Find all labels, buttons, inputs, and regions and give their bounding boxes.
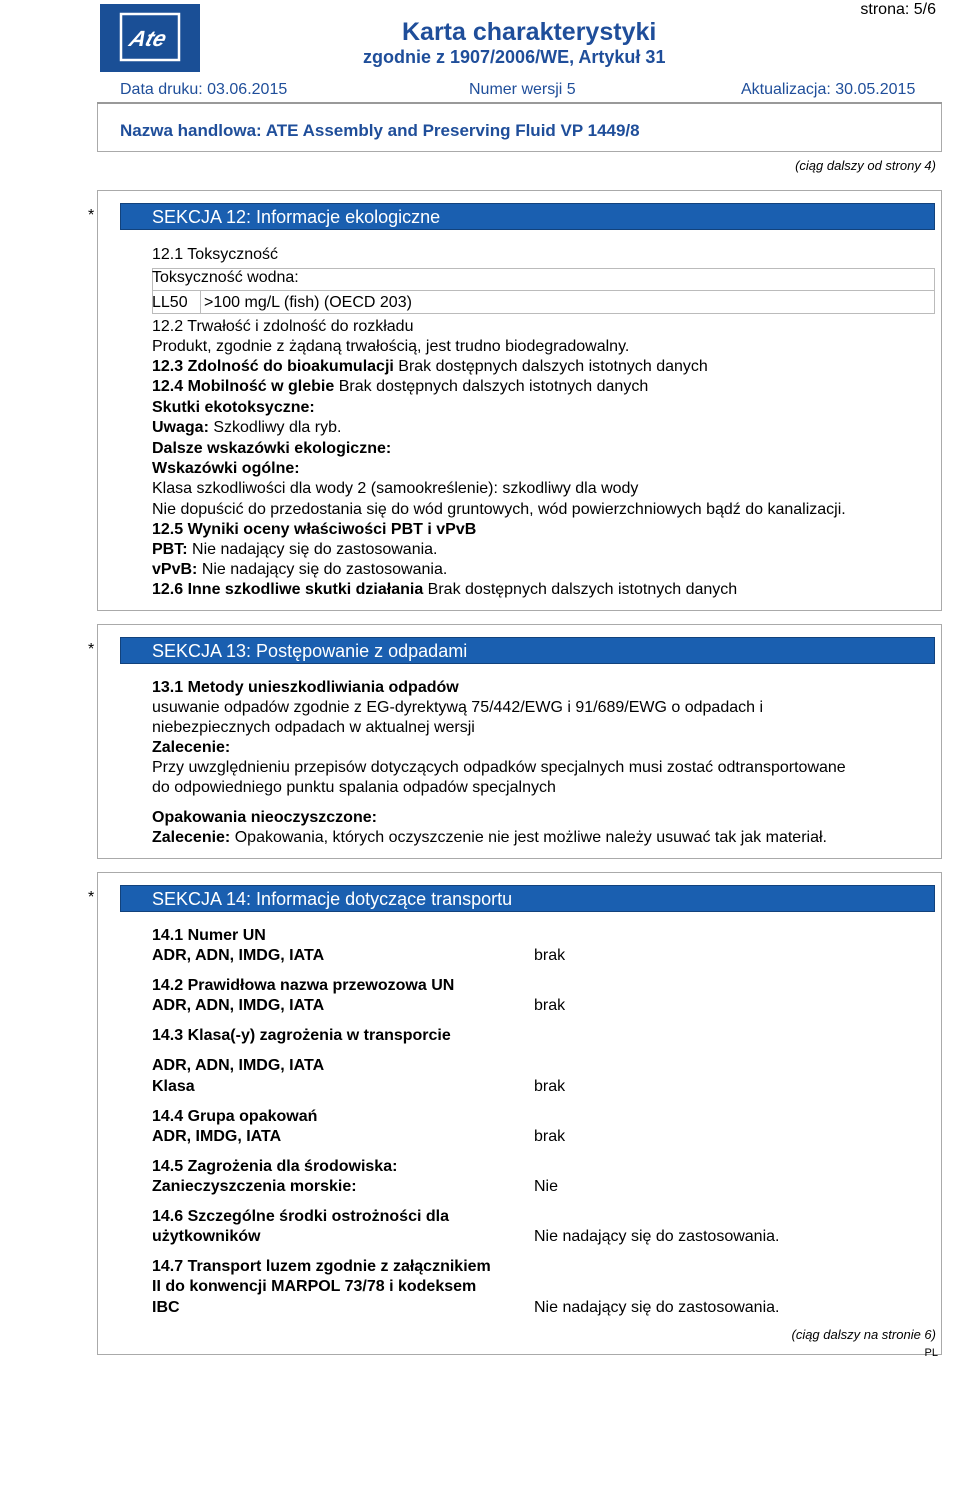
recommendation-label: Zalecenie:: [152, 739, 231, 756]
pbt-text: Nie nadający się do zastosowania.: [192, 541, 438, 558]
recommendation-line1: Przy uwzględnieniu przepisów dotyczących odpadków specjalnych musi zostać odtransportowane: [152, 759, 846, 776]
bulk-transport-value: Nie nadający się do zastosowania.: [534, 1299, 780, 1316]
continued-to: (ciąg dalszy na stronie 6): [791, 1327, 936, 1342]
mobility-heading: 12.4 Mobilność w glebie: [152, 378, 335, 395]
trade-name: Nazwa handlowa: ATE Assembly and Preserving Fluid VP 1449/8: [120, 121, 640, 140]
note-text: Szkodliwy dla ryb.: [213, 419, 342, 436]
bulk-transport-line2: II do konwencji MARPOL 73/78 i kodeksem: [152, 1278, 477, 1295]
waste-methods-heading: 13.1 Metody unieszkodliwiania odpadów: [152, 679, 459, 696]
packaging-recommendation-label: Zalecenie:: [152, 829, 231, 846]
document-subtitle: zgodnie z 1907/2006/WE, Artykuł 31: [363, 47, 666, 67]
shipping-name-value: brak: [534, 997, 566, 1014]
marine-pollutant-value: Nie: [534, 1178, 559, 1195]
packaging-recommendation-line: [152, 829, 827, 847]
waste-methods-line1: usuwanie odpadów zgodnie z EG-dyrektywą 75/442/EWG i 91/689/EWG o odpadach i: [152, 699, 764, 716]
packaging-label: Opakowania nieoczyszczone:: [152, 809, 377, 826]
pbt-line: [152, 541, 438, 559]
print-date: Data druku: 03.06.2015: [120, 81, 288, 98]
revision-star: *: [88, 889, 95, 906]
hazard-class-value: brak: [534, 1078, 566, 1095]
section-13-header: [120, 637, 935, 664]
aquatic-toxicity-key: LL50: [152, 294, 188, 311]
section-13-title: SEKCJA 13: Postępowanie z odpadami: [152, 641, 468, 661]
packing-group-value: brak: [534, 1128, 566, 1145]
mobility-text: Brak dostępnych dalszych istotnych danych: [338, 378, 649, 395]
special-precautions-value: Nie nadający się do zastosowania.: [534, 1228, 780, 1245]
aquatic-toxicity-label: Toksyczność wodna:: [152, 269, 299, 286]
hazard-class-sublabel: ADR, ADN, IMDG, IATA: [152, 1057, 325, 1074]
recommendation-line2: do odpowiedniego punktu spalania odpadów specjalnych: [152, 779, 556, 796]
document-title: Karta charakterystyki: [402, 18, 657, 46]
language-code: PL: [924, 1347, 938, 1359]
un-number-value: brak: [534, 947, 566, 964]
special-precautions-label: użytkowników: [152, 1228, 261, 1245]
vpvb-text: Nie nadający się do zastosowania.: [201, 561, 448, 578]
section-12-header: [120, 203, 935, 230]
hazard-class-heading: 14.3 Klasa(-y) zagrożenia w transporcie: [152, 1027, 451, 1044]
version-number: Numer wersji 5: [469, 81, 576, 98]
marine-pollutant-label: Zanieczyszczenia morskie:: [152, 1178, 357, 1195]
waste-methods-line2: niebezpiecznych odpadach w aktualnej wersji: [152, 719, 475, 736]
bulk-transport-line1: 14.7 Transport luzem zgodnie z załącznikiem: [152, 1258, 491, 1275]
bioaccumulation-heading: 12.3 Zdolność do bioakumulacji: [152, 358, 394, 375]
other-effects-heading: 12.6 Inne szkodliwe skutki działania: [152, 581, 424, 598]
update-date: Aktualizacja: 30.05.2015: [741, 81, 916, 98]
hazard-class-label: Klasa: [152, 1078, 195, 1095]
svg-text:Ate: Ate: [126, 26, 170, 51]
wgk-text: Klasa szkodliwości dla wody 2 (samookreślenie): szkodliwy dla wody: [152, 480, 639, 497]
note-label: Uwaga:: [152, 419, 209, 436]
groundwater-text: Nie dopuścić do przedostania się do wód gruntowych, wód powierzchniowych bądź do kanalizacji.: [152, 501, 846, 518]
note-line: [152, 419, 341, 437]
section-12-title: SEKCJA 12: Informacje ekologiczne: [152, 207, 441, 227]
vpvb-line: [152, 561, 447, 579]
packing-group-label: ADR, IMDG, IATA: [152, 1128, 282, 1145]
further-eco-label: Dalsze wskazówki ekologiczne:: [152, 440, 392, 457]
special-precautions-heading: 14.6 Szczególne środki ostrożności dla: [152, 1208, 449, 1225]
page-number: strona: 5/6: [860, 1, 936, 18]
mobility-line: [152, 378, 648, 396]
environmental-hazard-heading: 14.5 Zagrożenia dla środowiska:: [152, 1158, 398, 1175]
revision-star: *: [88, 207, 95, 224]
bioaccumulation-text: Brak dostępnych dalszych istotnych danych: [398, 358, 708, 375]
section-14-header: [120, 885, 935, 912]
continued-from: (ciąg dalszy od strony 4): [795, 158, 936, 173]
other-effects-text: Brak dostępnych dalszych istotnych danych: [427, 581, 738, 598]
general-label: Wskazówki ogólne:: [152, 460, 300, 477]
shipping-name-heading: 14.2 Prawidłowa nazwa przewozowa UN: [152, 977, 455, 994]
packing-group-heading: 14.4 Grupa opakowań: [152, 1108, 318, 1125]
ecotox-label: Skutki ekotoksyczne:: [152, 399, 315, 416]
aquatic-toxicity-value: >100 mg/L (fish) (OECD 203): [204, 294, 412, 311]
bulk-transport-line3: IBC: [152, 1299, 180, 1316]
un-number-label: ADR, ADN, IMDG, IATA: [152, 947, 325, 964]
toxicity-heading: 12.1 Toksyczność: [152, 246, 278, 263]
shipping-name-label: ADR, ADN, IMDG, IATA: [152, 997, 325, 1014]
un-number-heading: 14.1 Numer UN: [152, 927, 266, 944]
bioaccumulation-line: [152, 358, 708, 376]
packaging-recommendation-text: Opakowania, których oczyszczenie nie jest możliwe należy usuwać tak jak materiał.: [234, 829, 827, 846]
vpvb-label: vPvB:: [152, 561, 198, 578]
persistence-text: Produkt, zgodnie z żądaną trwałością, jest trudno biodegradowalny.: [152, 338, 630, 355]
ate-logo: [100, 4, 200, 72]
pbt-heading: 12.5 Wyniki oceny właściwości PBT i vPvB: [152, 521, 477, 538]
revision-star: *: [88, 641, 95, 658]
persistence-heading: 12.2 Trwałość i zdolność do rozkładu: [152, 318, 414, 335]
pbt-label: PBT:: [152, 541, 188, 558]
section-14-title: SEKCJA 14: Informacje dotyczące transportu: [152, 889, 513, 909]
other-effects-line: [152, 581, 737, 599]
